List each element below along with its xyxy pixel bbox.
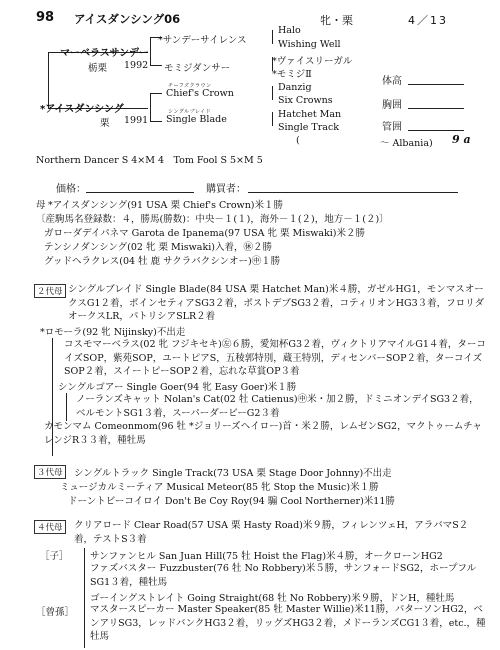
dam-line-4: グッドヘラクレス(04 牡 鹿 サクラバクシンオー)㊥１勝 [44, 256, 281, 267]
bracket-sire [150, 37, 151, 65]
dam-line-2: ガローダデイパネマ Garota de Ipanema(97 USA 牝 栗 Miswaki)米２勝 [44, 228, 365, 239]
sds-1: *ヴァイスリーガル [272, 56, 353, 67]
dam-name: *アイスダンシング [40, 104, 124, 115]
dam-label: 母 [36, 200, 46, 211]
second-dam-line-1: *ロモーラ(92 牝 Nijinsky)不出走 [40, 327, 186, 338]
fourth-dam-label: ４代母 [34, 520, 66, 534]
birth-date: 4／13 [408, 14, 448, 27]
bracket-dam [150, 93, 151, 121]
second-dam-line-2: コスモマーベラス(02 牝 フジキセキ)㊧６勝，愛知杯G3２着，ヴィクトリアマイルG1４着，ターコイズSOP，紫苑SOP，ユートピアS，五稜郭特別，蔵王特別，ディセンバーSOP２着，ターコイズSOP２着，スイートピーSOP２着，忘れな草賞OP３着 [64, 339, 486, 377]
third-dam-label: ３代母 [34, 465, 66, 479]
dam-dam-ruby: シングルブレイド [168, 109, 212, 115]
family-number: 9 a [452, 133, 471, 146]
second-dam-line-3: シングルゴアー Single Goer(94 牝 Easy Goer)米１勝 [58, 382, 297, 393]
horse-name: アイスダンシング06 [74, 12, 181, 26]
sire-origin: 栃栗 [88, 63, 108, 74]
dam-sire-ruby: チーフズクラウン [168, 83, 212, 89]
dds-extra: ( [296, 135, 300, 146]
girth-label: 胸囲 [382, 100, 402, 111]
second-dam-line-0: シングルブレイド Single Blade(84 USA 栗 Hatchet Man)米４勝，ガゼルHG1，モンマスオークスG1２着，ポインセティアSG3２着，ボストデブSG3２着，コティリオンHG3３着，フロリダオークスLR，パトリシアSLR２着 [68, 284, 485, 322]
third-dam-line-2: ドーントビーコイロイ Don't Be Coy Roy(94 騸 Cool Northerner)米11勝 [68, 496, 395, 507]
third-dam-line-0: シングルトラック Single Track(73 USA 栗 Stage Door Johnny)不出走 [74, 468, 392, 479]
dam-year: 1991 [124, 115, 149, 126]
fourth-dam-line-0: クリアロード Clear Road(57 USA 栗 Hasty Road)米９勝，フィレンツェH，アラバマS２着，テストS３着 [74, 520, 469, 545]
girth-box [408, 96, 464, 109]
dss-2: Six Crowns [278, 95, 333, 106]
dam-line-0: *アイスダンシング(91 USA 栗 Chief's Crown)米１勝 [48, 200, 284, 211]
height-box [408, 72, 464, 85]
buyer-line [248, 192, 458, 193]
dam-sire: Chief's Crown [166, 88, 234, 99]
sire-dam: モミジダンサー [164, 63, 231, 74]
price-label: 価格： [56, 184, 86, 195]
tag-child: ［子］ [40, 551, 69, 562]
dam-line-1: 〔産駒馬名登録数：４，勝馬(勝数)：中央－１(１)，海外－１(２)，地方－１(２)〕 [36, 214, 389, 225]
second-dam-label: ２代母 [34, 284, 66, 298]
second-dam-line-5: カモンマム Comeonmom(96 牡 *ジョリーズヘイロー)首・米２勝，レムゼンSG2，マクトゥームチャレンジR３３着，種牡馬 [44, 421, 482, 446]
sss-2: Wishing Well [278, 39, 341, 50]
dds-2: Single Track [278, 122, 340, 133]
tag-great-grandchild: ［曾孫］ [36, 607, 75, 618]
fourth-dam-line-2: ファズバスター Fuzzbuster(76 牡 No Robbery)米５勝，サンフォードSG2，ホープフルSG1３着，種牡馬 [90, 563, 477, 588]
second-dam-line-4: ノーランズキャット Nolan's Cat(02 牡 Catienus)㊥米・加２勝，ドミニオンデイSG3２着，ベルモントSG1３着，スーパーダービーG2３着 [76, 394, 479, 419]
price-line [86, 192, 194, 193]
buyer-label: 購買者： [206, 184, 246, 195]
third-dam-line-1: ミュージカルミーティア Musical Meteor(85 牝 Stop the Music)米１勝 [60, 482, 379, 493]
dam-origin: 栗 [100, 118, 110, 129]
fourth-dam-line-4: マスタースピーカー Master Speaker(85 牡 Master Willie)米11勝，パターソンHG2，ベンアリSG3，レッドバンクHG3２着，リッグズHG3２着，メドーランズCG1３着，etc.，種牡馬 [90, 604, 486, 642]
sire-name: マーベラスサンデー [60, 48, 149, 59]
sex-color: 牝・栗 [320, 14, 353, 27]
fourth-dam-line-1: サンファンヒル San Juan Hill(75 牡 Hoist the Flag)米４勝，オークローンHG2 [90, 551, 443, 562]
lot-number: 98 [36, 10, 55, 25]
dam-line-3: テンシノダンシング(02 牝 栗 Miswaki)入着，㊡２勝 [44, 242, 272, 253]
dds-1: Hatchet Man [278, 109, 342, 120]
dam-dam: Single Blade [166, 114, 227, 125]
cannon-label: 管囲 [382, 122, 402, 133]
inbreeding: Northern Dancer S 4×M 4 Tom Fool S 5×M 5 [36, 155, 263, 166]
dss-1: Danzig [278, 82, 312, 93]
sire-year: 1992 [124, 60, 149, 71]
sire-sire: *サンデーサイレンス [158, 35, 247, 46]
dds-extra2: ～ Albania) [380, 138, 433, 149]
sds-2: *モミジⅡ [272, 69, 312, 80]
cannon-box [408, 118, 464, 131]
fourth-dam-line-3: ゴーイングストレイト Going Straight(68 牡 No Robbery)米９勝，ドンH，種牡馬 [90, 593, 455, 604]
sss-1: Halo [278, 25, 301, 36]
height-label: 体高 [382, 76, 402, 87]
